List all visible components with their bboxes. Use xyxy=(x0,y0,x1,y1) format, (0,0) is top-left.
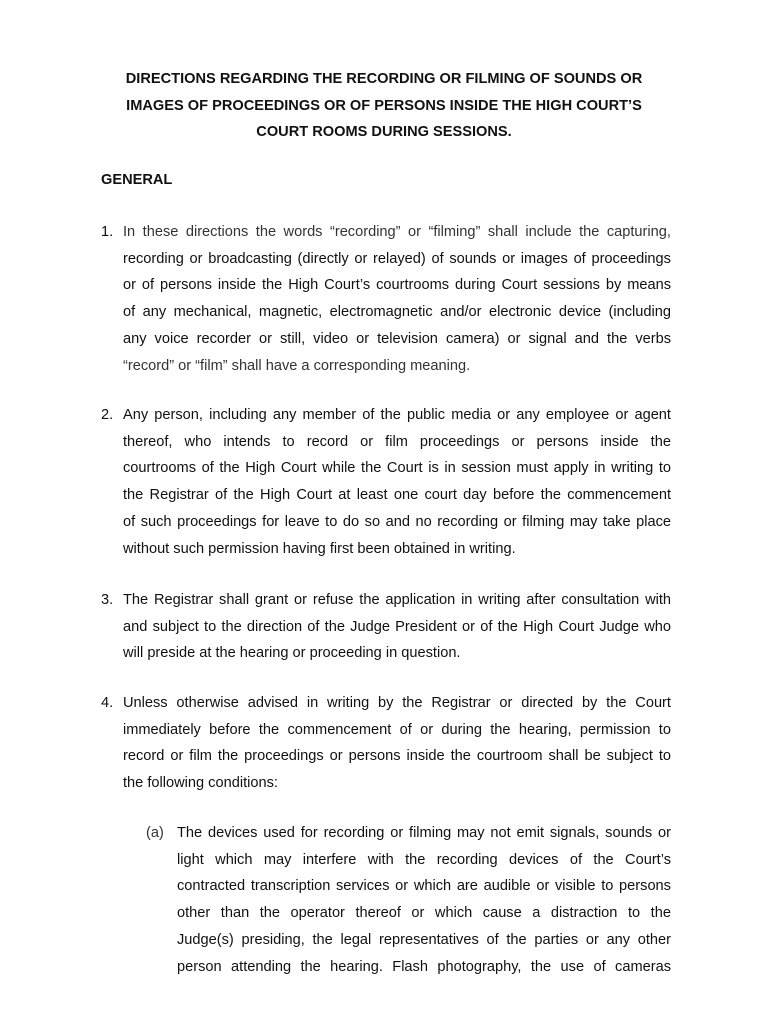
document-title xyxy=(60,66,708,146)
text-line: and subject to the direction of the Judge President or of the High Court Judge who xyxy=(123,618,671,635)
title-line: COURT ROOMS DURING SESSIONS. xyxy=(256,124,512,140)
text-line: contracted transcription services or which are audible or visible to persons xyxy=(177,878,671,895)
section-heading: GENERAL xyxy=(101,172,173,188)
text-line: thereof, who intends to record or film proceedings or persons inside the xyxy=(123,433,671,450)
text-line: light which may interfere with the recording devices of the Court’s xyxy=(177,851,672,868)
text-line: The devices used for recording or filming may not emit signals, sounds or xyxy=(177,825,672,841)
text-line: of such proceedings for leave to do so and no recording or filming may take place xyxy=(123,513,672,530)
text-line: Any person, including any member of the public media or any employee or agent xyxy=(123,407,671,423)
text-line: “record” or “film” shall have a corresponding meaning. xyxy=(123,357,471,374)
subparagraph-text xyxy=(177,820,671,980)
paragraph-number: 2. xyxy=(101,407,114,423)
text-line: The Registrar shall grant or refuse the application in writing after consultation with xyxy=(123,592,672,608)
paragraph-text xyxy=(123,587,671,667)
text-line: of any mechanical, magnetic, electromagnetic and/or electronic device (including xyxy=(123,304,671,321)
paragraph-text xyxy=(123,219,671,379)
paragraph-number: 1. xyxy=(101,224,114,240)
text-line: Unless otherwise advised in writing by the Registrar or directed by the Court xyxy=(123,695,671,711)
text-line: other than the operator thereof or which cause a distraction to the xyxy=(177,905,671,922)
text-line: immediately before the commencement of or during the hearing, permission to xyxy=(123,721,671,738)
paragraph-number: 4. xyxy=(101,695,114,711)
text-line: courtrooms of the High Court while the Court is in session must apply in writing to xyxy=(123,460,672,477)
paragraph-number: 3. xyxy=(101,592,114,608)
text-line: recording or broadcasting (directly or relayed) of sounds or images of proceedings xyxy=(123,250,671,267)
text-line: without such permission having first been obtained in writing. xyxy=(123,540,516,557)
text-line: the following conditions: xyxy=(123,775,278,792)
text-line: In these directions the words “recording” or “filming” shall include the capturing, xyxy=(123,224,671,240)
title-line: IMAGES OF PROCEEDINGS OR OF PERSONS INSIDE THE HIGH COURT’S xyxy=(126,97,642,114)
text-line: will preside at the hearing or proceeding in question. xyxy=(123,645,461,662)
paragraph-text xyxy=(123,402,671,562)
text-line: or of persons inside the High Court’s courtrooms during Court sessions by means xyxy=(123,277,672,294)
text-line: person attending the hearing. Flash photography, the use of cameras xyxy=(177,958,671,975)
title-line: DIRECTIONS REGARDING THE RECORDING OR FILMING OF SOUNDS OR xyxy=(125,71,643,87)
text-line: record or film the proceedings or persons inside the courtroom shall be subject to xyxy=(123,748,672,765)
paragraph-text xyxy=(123,690,671,797)
text-line: the Registrar of the High Court at least one court day before the commencement xyxy=(123,487,672,504)
text-line: any voice recorder or still, video or television camera) or signal and the verbs xyxy=(123,330,672,347)
text-line: Judge(s) presiding, the legal representatives of the parties or any other xyxy=(177,931,672,948)
subparagraph-label: (a) xyxy=(146,825,164,841)
